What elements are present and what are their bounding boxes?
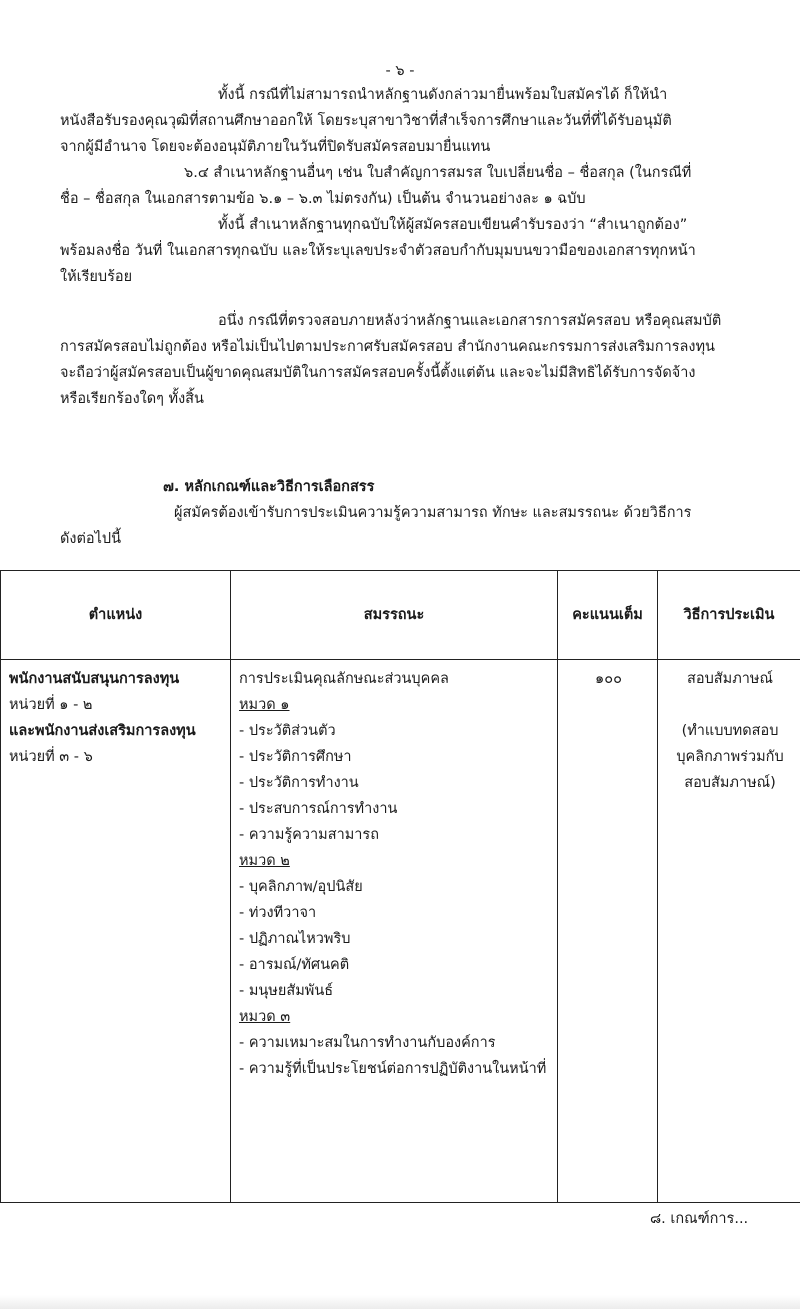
method-note bbox=[666, 718, 794, 796]
section-intro bbox=[60, 500, 760, 552]
paragraph-line: หนังสือรับรองคุณวุฒิที่สถานศึกษาออกให้ โดยระบุสาขาวิชาที่สำเร็จการศึกษาและวันที่ที่ได้รับอนุมัติ bbox=[60, 113, 672, 129]
competency-line: - ประวัติการทำงาน bbox=[239, 775, 359, 791]
competency-cell bbox=[231, 660, 558, 1203]
competency-line: - มนุษยสัมพันธ์ bbox=[239, 983, 334, 999]
competency-line: - ปฏิภาณไหวพริบ bbox=[239, 931, 351, 947]
method-note-line: สอบสัมภาษณ์) bbox=[684, 775, 776, 791]
competency-category: หมวด ๓ bbox=[239, 1009, 291, 1025]
competency-line: - ท่วงทีวาจา bbox=[239, 905, 317, 921]
paragraph-line: จากผู้มีอำนาจ โดยจะต้องอนุมัติภายในวันที่ปิดรับสมัครสอบมายื่นแทน bbox=[60, 139, 491, 155]
method-cell bbox=[658, 660, 800, 1203]
paragraph-line: พร้อมลงชื่อ วันที่ ในเอกสารทุกฉบับ และให้ระบุเลขประจำตัวสอบกำกับมุมบนขวามือของเอกสารทุกหน้า bbox=[60, 243, 696, 259]
document-body bbox=[60, 82, 760, 412]
position-line: พนักงานสนับสนุนการลงทุน bbox=[9, 671, 180, 687]
intro-line: ดังต่อไปนี้ bbox=[60, 531, 122, 547]
position-line: และพนักงานส่งเสริมการลงทุน bbox=[9, 723, 196, 739]
competency-line: - ความรู้ที่เป็นประโยชน์ต่อการปฏิบัติงานในหน้าที่ bbox=[239, 1061, 547, 1077]
competency-line: - ประวัติการศึกษา bbox=[239, 749, 352, 765]
section-title: ๗. หลักเกณฑ์และวิธีการเลือกสรร bbox=[163, 479, 375, 495]
paragraph-line: ๖.๔ สำเนาหลักฐานอื่นๆ เช่น ใบสำคัญการสมรส ใบเปลี่ยนชื่อ – ชื่อสกุล (ในกรณีที่ bbox=[184, 165, 692, 181]
paragraph-line: ทั้งนี้ กรณีที่ไม่สามารถนำหลักฐานดังกล่าวมายื่นพร้อมใบสมัครได้ ก็ให้นำ bbox=[218, 87, 668, 103]
paragraph-line: ให้เรียบร้อย bbox=[60, 269, 133, 285]
full-score-value: ๑๐๐ bbox=[595, 671, 622, 687]
competency-line: การประเมินคุณลักษณะส่วนบุคคล bbox=[239, 671, 449, 687]
paragraph-line: จะถือว่าผู้สมัครสอบเป็นผู้ขาดคุณสมบัติในการสมัครสอบครั้งนี้ตั้งแต่ต้น และจะไม่มีสิทธิได้รับการจัดจ้าง bbox=[60, 365, 696, 381]
spacer bbox=[60, 290, 760, 308]
competency-line: - ความเหมาะสมในการทำงานกับองค์การ bbox=[239, 1035, 496, 1051]
method-note-line: (ทำแบบทดสอบ bbox=[681, 723, 779, 739]
paragraph-line: อนึ่ง กรณีที่ตรวจสอบภายหลังว่าหลักฐานและเอกสารการสมัครสอบ หรือคุณสมบัติ bbox=[218, 313, 722, 329]
page-edge-shadow bbox=[0, 1295, 800, 1309]
page-number: - ๖ - bbox=[385, 63, 415, 79]
position-cell bbox=[1, 660, 231, 1203]
competency-category: หมวด ๑ bbox=[239, 697, 290, 713]
competency-line: - อารมณ์/ทัศนคติ bbox=[239, 957, 350, 973]
header-position: ตำแหน่ง bbox=[1, 571, 231, 660]
header-competency: สมรรถนะ bbox=[231, 571, 558, 660]
competency-line: - บุคลิกภาพ/อุปนิสัย bbox=[239, 879, 363, 895]
intro-line: ผู้สมัครต้องเข้ารับการประเมินความรู้ความสามารถ ทักษะ และสมรรถนะ ด้วยวิธีการ bbox=[174, 505, 692, 521]
position-line: หน่วยที่ ๓ - ๖ bbox=[9, 749, 93, 765]
header-full-score: คะแนนเต็ม bbox=[558, 571, 658, 660]
table-header-row bbox=[1, 571, 800, 660]
paragraph-line: ทั้งนี้ สำเนาหลักฐานทุกฉบับให้ผู้สมัครสอบเขียนคำรับรองว่า “สำเนาถูกต้อง” bbox=[218, 217, 688, 233]
paragraph-line: ชื่อ – ชื่อสกุล ในเอกสารตามข้อ ๖.๑ – ๖.๓ ไม่ตรงกัน) เป็นต้น จำนวนอย่างละ ๑ ฉบับ bbox=[60, 191, 586, 207]
header-method: วิธีการประเมิน bbox=[658, 571, 800, 660]
paragraph-line: หรือเรียกร้องใดๆ ทั้งสิ้น bbox=[60, 391, 204, 407]
method-note-line: บุคลิกภาพร่วมกับ bbox=[676, 749, 784, 765]
paragraph-line: การสมัครสอบไม่ถูกต้อง หรือไม่เป็นไปตามประกาศรับสมัครสอบ สำนักงานคณะกรรมการส่งเสริมการลงทุน bbox=[60, 339, 715, 355]
criteria-table bbox=[0, 570, 800, 1203]
position-line: หน่วยที่ ๑ - ๒ bbox=[9, 697, 93, 713]
competency-line: - ความรู้ความสามารถ bbox=[239, 827, 379, 843]
competency-line: - ประสบการณ์การทำงาน bbox=[239, 801, 398, 817]
competency-line: - ประวัติส่วนตัว bbox=[239, 723, 336, 739]
next-page-continuation: ๘. เกณฑ์การ... bbox=[650, 1211, 749, 1227]
competency-category: หมวด ๒ bbox=[239, 853, 290, 869]
table-row bbox=[1, 660, 800, 1203]
method-main: สอบสัมภาษณ์ bbox=[687, 671, 773, 687]
full-score-cell bbox=[558, 660, 658, 1203]
